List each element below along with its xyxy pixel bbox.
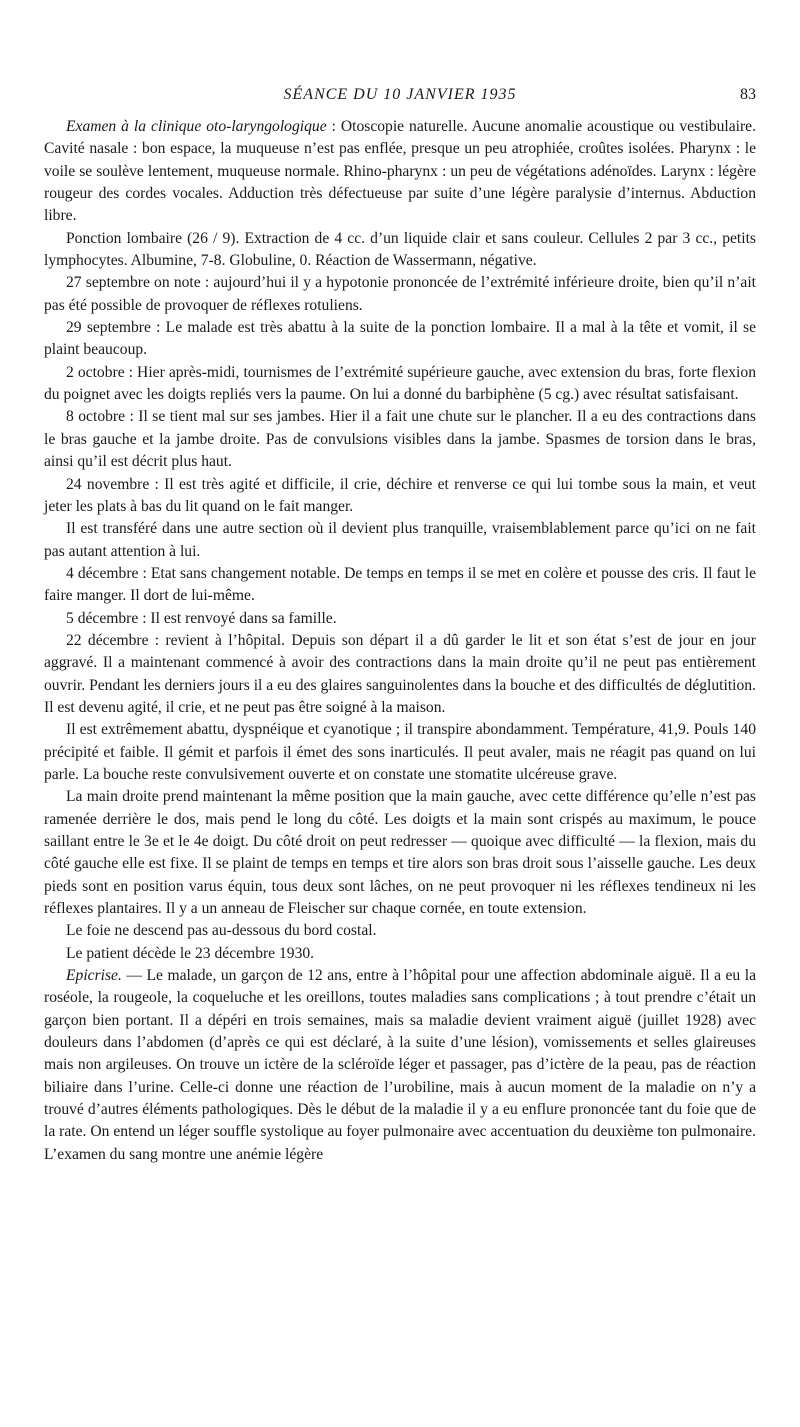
header-title: SÉANCE DU 10 JANVIER 1935 [283,86,517,103]
paragraph-liver [44,920,756,942]
paragraph-text: Le foie ne descend pas au-dessous du bord costal. [66,922,377,940]
paragraph-27-sept [44,272,756,317]
paragraph-text: 27 septembre on note : aujourd’hui il y a hypotonie prononcée de l’extrémité inférieure droite, bien qu’il n’ait pas été possible de provoquer de réflexes rotuliens. [44,274,756,314]
paragraph-8-oct [44,406,756,473]
paragraph-5-dec [44,608,756,630]
paragraph-text: 24 novembre : Il est très agité et difficile, il crie, déchire et renverse ce qui lui tombe sous la main, et veut jeter les plats à bas du lit quand on le fait manger. [44,475,756,515]
page-number: 83 [740,86,756,103]
paragraph-text: 29 septembre : Le malade est très abattu à la suite de la ponction lombaire. Il a mal à la tête et vomit, il se plaint beaucoup. [44,319,756,359]
paragraph-text: — Le malade, un garçon de 12 ans, entre à l’hôpital pour une affection abdominale aiguë. Il a eu la roséole, la rougeole, la coqueluche et les oreillons, toutes maladies sans complications ; à tout prendre c’était un garçon bien portant. Il a dépéri en trois semaines, mais sa maladie devient vraiment aiguë (juillet 1928) avec douleurs dans l’abdomen (d’après ce qui est déclaré, à la suite d’une lésion), vomissements et selles glaireuses mais non argileuses. On trouve un ictère de la scléroïde léger et passager, pas d’ictère de la peau, pas de réaction biliaire dans l’urine. Celle-ci donne une réaction de l’urobiline, mais à aucun moment de la maladie on n’y a trouvé d’autres éléments pathologiques. Dès le début de la maladie il y a eu enflure prononcée tant du foie que de la rate. On entend un léger souffle systolique au foyer pulmonaire avec accentuation du deuxième ton pulmonaire. L’examen du sang montre une anémie légère [44,967,756,1163]
paragraph-text: La main droite prend maintenant la même position que la main gauche, avec cette différence qu’elle n’est pas ramenée derrière le dos, mais pend le long du côté. Les doigts et la main sont crispés au maximum, le pouce saillant entre le 3e et le 4e doigt. Du côté droit on peut redresser — quoique avec difficulté — la flexion, mais du côté gauche elle est fixe. Il se plaint de temps en temps et tire alors son bras droit sous l’aisselle gauche. Les deux pieds sont en position varus équin, tous deux sont lâches, on ne peut provoquer ni les réflexes tendineux ni les réflexes plantaires. Il y a un anneau de Fleischer sur chaque cornée, en toute extension. [44,788,756,918]
paragraph-lumbar-puncture [44,228,756,273]
exam-heading: Examen à la clinique oto-laryngologique [66,118,327,135]
paragraph-text: 8 octobre : Il se tient mal sur ses jambes. Hier il a fait une chute sur le plancher. Il a eu des contractions dans le bras gauche et la jambe droite. Pas de convulsions visibles dans la jambe. Spasmes de torsion dans le bras, ainsi qu’il est décrit plus haut. [44,408,756,471]
paragraph-2-oct [44,362,756,407]
paragraph-text: Le patient décède le 23 décembre 1930. [66,944,315,962]
paragraph-text: 22 décembre : revient à l’hôpital. Depuis son départ il a dû garder le lit et son état s’est de jour en jour aggravé. Il a maintenant commencé à avoir des contractions dans la main droite qu’il ne peut pas entièrement ouvrir. Pendant les derniers jours il a eu des glaires sanguinolentes dans la bouche et des difficultés de déglutition. Il est devenu agité, il crie, et ne peut pas être soigné à la maison. [44,631,756,716]
paragraph-condition [44,719,756,786]
paragraph-24-nov [44,474,756,519]
paragraph-22-dec [44,630,756,719]
paragraph-text: Ponction lombaire (26 / 9). Extraction de 4 cc. d’un liquide clair et sans couleur. Cellules 2 par 3 cc., petits lymphocytes. Albumine, 7-8. Globuline, 0. Réaction de Wassermann, négative. [44,229,756,270]
paragraph-4-dec [44,563,756,608]
paragraph-transfer [44,518,756,563]
paragraph-text: 2 octobre : Hier après-midi, tournismes de l’extrémité supérieure gauche, avec extension du bras, forte flexion du poignet avec les doigts repliés vers la paume. On lui a donné du barbiphène (5 cg.) avec résultat satisfaisant. [44,363,756,404]
paragraph-text: 4 décembre : Etat sans changement notable. De temps en temps il se met en colère et pousse des cris. Il faut le faire manger. Il dort de lui-même. [44,564,756,605]
paragraph-text: 5 décembre : Il est renvoyé dans sa famille. [66,609,337,627]
running-header [44,86,756,110]
paragraph-right-hand [44,786,756,920]
paragraph-text: : Otoscopie naturelle. Aucune anomalie acoustique ou vestibulaire. Cavité nasale : bon espace, la muqueuse n’est pas enflée, presque un peu atrophiée, croûtes isolées. Pharynx : le voile se soulève lentement, muqueuse normale. Rhino-pharynx : un peu de végétations adénoïdes. Larynx : légère rougeur des cordes vocales. Adduction très défectueuse par suite d’une légère paralysie d’internus. Abduction libre. [44,118,756,225]
paragraph-death [44,943,756,965]
body-text [44,116,756,1166]
paragraph-epicrise [44,965,756,1166]
epicrise-heading: Epicrise. [66,967,122,985]
paragraph-text: Il est extrêmement abattu, dyspnéique et cyanotique ; il transpire abondamment. Température, 41,9. Pouls 140 précipité et faible. Il gémit et parfois il émet des sons inarticulés. Il peut avaler, mais ne réagit pas quand on lui parle. La bouche reste convulsivement ouverte et on constate une stomatite ulcéreuse grave. [44,721,756,783]
paragraph-exam [44,116,756,228]
paragraph-text: Il est transféré dans une autre section où il devient plus tranquille, vraisemblablement parce qu’ici on ne fait pas autant attention à lui. [44,520,756,560]
paragraph-29-sept [44,317,756,362]
